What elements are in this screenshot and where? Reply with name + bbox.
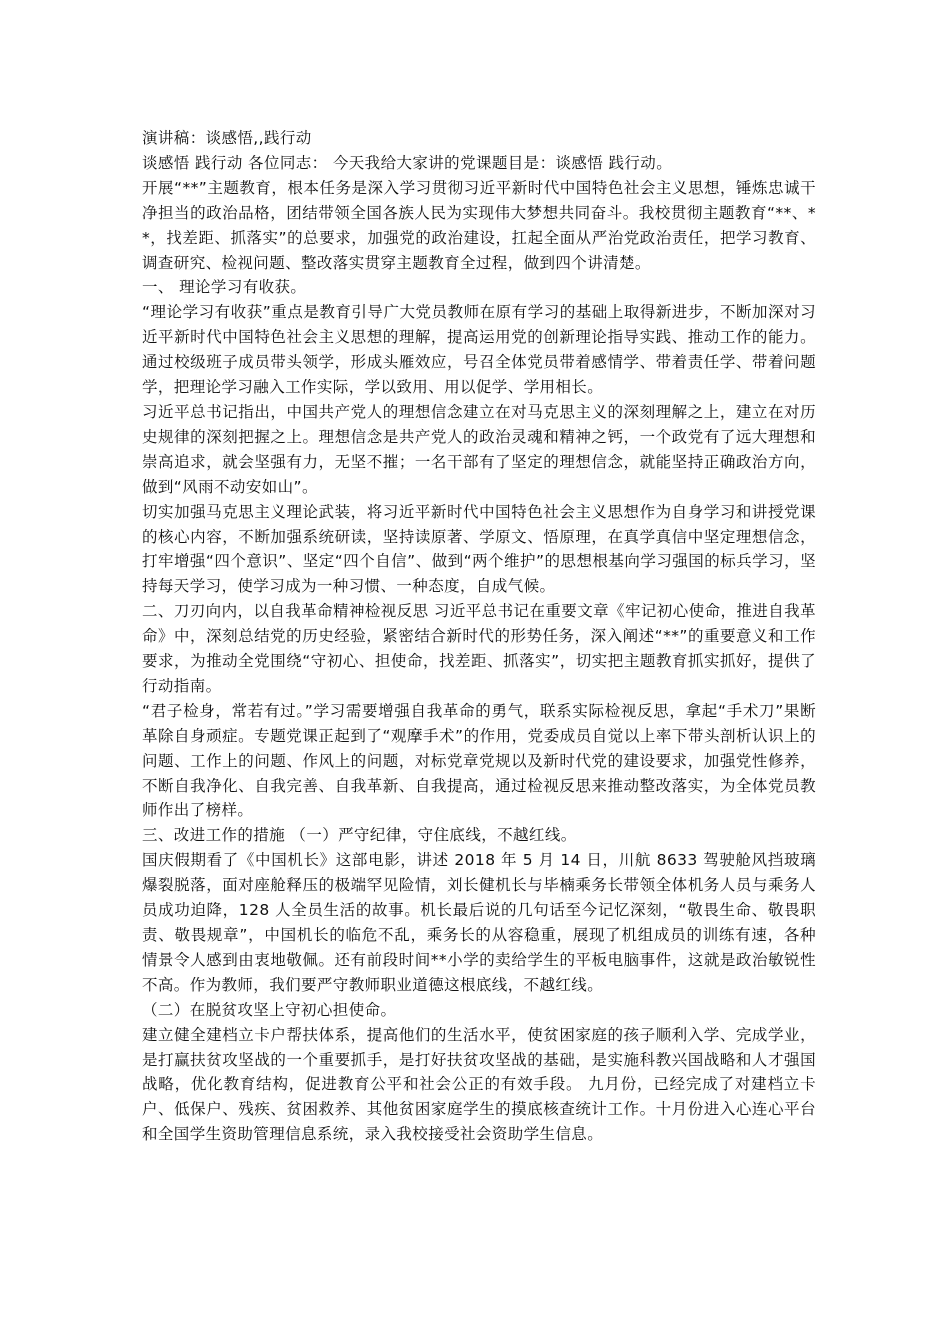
paragraph-discipline: 国庆假期看了《中国机长》这部电影，讲述 2018 年 5 月 14 日，川航 8633 驾驶舱风挡玻璃爆裂脱落，面对座舱释压的极端罕见险情，刘长健机长与毕楠乘务长带领全体机务人员与乘务人员成功迫降，128 人全员生活的故事。机长最后说的几句话至今记忆深刻，“敬畏生命、敬畏职责、敬畏规章”，中国机长的临危不乱，乘务长的从容稳重，展现了机组成员的训练有速，各种情景令人感到由衷地敬佩。还有前段时间**小学的卖给学生的平板电脑事件，这就是政治敏锐性不高。作为教师，我们要严守教师职业道德这根底线，不越红线。 xyxy=(142,851,816,994)
paragraph-intro: 开展“**”主题教育，根本任务是深入学习贯彻习近平新时代中国特色社会主义思想，锤炼忠诚干净担当的政治品格，团结带领全国各族人民为实现伟大梦想共同奋斗。我校贯彻主题教育“**、**，找差距、抓落实”的总要求，加强党的政治建设，扛起全面从严治党政治责任，把学习教育、调查研究、检视问题、整改落实贯穿主题教育全过程，做到四个讲清楚。 xyxy=(142,178,816,272)
paragraph-opening: 谈感悟 践行动 各位同志： 今天我给大家讲的党课题目是：谈感悟 践行动。 xyxy=(142,153,673,172)
document-title: 演讲稿：谈感悟,,践行动 xyxy=(142,129,312,147)
document-body xyxy=(142,126,816,1147)
paragraph-theory-2: 习近平总书记指出，中国共产党人的理想信念建立在对马克思主义的深刻理解之上，建立在对历史规律的深刻把握之上。理想信念是共产党人的政治灵魂和精神之钙，一个政党有了远大理想和崇高追求，就会坚强有力，无坚不摧；一名干部有了坚定的理想信念，就能坚持正确政治方向，做到“风雨不动安如山”。 xyxy=(142,402,816,496)
paragraph-theory-3: 切实加强马克思主义理论武装，将习近平新时代中国特色社会主义思想作为自身学习和讲授党课的核心内容，不断加强系统研读，坚持读原著、学原文、悟原理，在真学真信中坚定理想信念，打牢增强“四个意识”、坚定“四个自信”、做到“两个维护”的思想根基向学习强国的标兵学习，坚持每天学习，使学习成为一种习惯、一种态度，自成气候。 xyxy=(142,502,816,596)
section-heading-2: 二、刀刃向内，以自我革命精神检视反思 习近平总书记在重要文章《牢记初心使命，推进自我革命》中，深刻总结党的历史经验，紧密结合新时代的形势任务，深入阐述“**”的重要意义和工作要求，为推动全党围绕“守初心、担使命，找差距、抓落实”，切实把主题教育抓实抓好，提供了行动指南。 xyxy=(142,602,816,695)
section-heading-1: 一、 理论学习有收获。 xyxy=(142,278,307,297)
section-heading-3: 三、改进工作的措施 （一）严守纪律，守住底线，不越红线。 xyxy=(142,826,577,845)
paragraph-poverty: 建立健全建档立卡户帮扶体系，提高他们的生活水平，使贫困家庭的孩子顺利入学、完成学业，是打赢扶贫攻坚战的一个重要抓手，是打好扶贫攻坚战的基础，是实施科教兴国战略和人才强国战略，优化教育结构，促进教育公平和社会公正的有效手段。 九月份，已经完成了对建档立卡户、低保户、残疾、贫困救养、其他贫困家庭学生的摸底核查统计工作。十月份进入心连心平台和全国学生资助管理信息系统，录入我校接受社会资助学生信息。 xyxy=(142,1025,816,1144)
paragraph-self-reflection: “君子检身，常若有过。”学习需要增强自我革命的勇气，联系实际检视反思，拿起“手术刀”果断革除自身顽症。专题党课正起到了“观摩手术”的作用，党委成员自觉以上率下带头剖析认识上的问题、工作上的问题、作风上的问题，对标党章党规以及新时代党的建设要求，加强党性修养，不断自我净化、自我完善、自我革新、自我提高，通过检视反思来推动整改落实，为全体党员教师作出了榜样。 xyxy=(142,701,816,820)
subsection-heading-2: （二）在脱贫攻坚上守初心担使命。 xyxy=(142,1000,397,1019)
paragraph-theory-1: “理论学习有收获”重点是教育引导广大党员教师在原有学习的基础上取得新进步，不断加深对习近平新时代中国特色社会主义思想的理解，提高运用党的创新理论指导实践、推动工作的能力。通过校级班子成员带头领学，形成头雁效应，号召全体党员带着感情学、带着责任学、带着问题学，把理论学习融入工作实际，学以致用、用以促学、学用相长。 xyxy=(142,303,816,397)
